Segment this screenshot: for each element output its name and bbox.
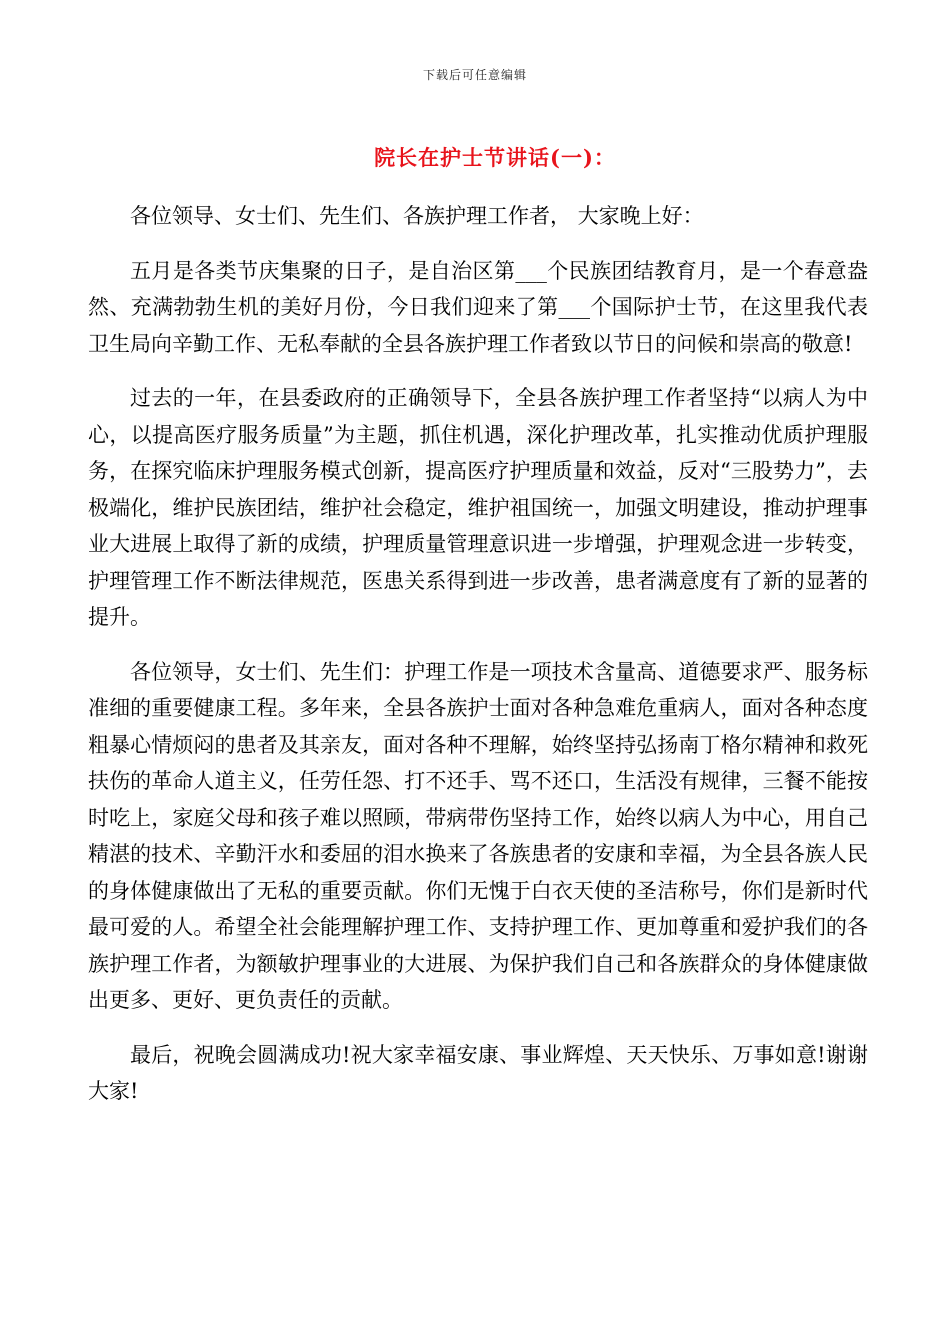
paragraph-closing: 最后，祝晚会圆满成功!祝大家幸福安康、事业辉煌、天天快乐、万事如意!谢谢大家! [88, 1042, 868, 1103]
paragraph-may-festival: 五月是各类节庆集聚的日子，是自治区第___个民族团结教育月，是一个春意盎然、充满勃勃生机的美好月份，今日我们迎来了第___个国际护士节，在这里我代表卫生局向辛勤工作、无私奉献的全县各族护理工作者致以节日的问候和崇高的敬意! [88, 258, 868, 356]
greeting-paragraph: 各位领导、女士们、先生们、各族护理工作者， 大家晚上好： [130, 204, 704, 228]
page-header-note: 下载后可任意编辑 [422, 68, 527, 82]
document-title: 院长在护士节讲话(一)： [374, 145, 616, 170]
paragraph-past-year: 过去的一年，在县委政府的正确领导下，全县各族护理工作者坚持“以病人为中心，以提高医疗服务质量”为主题，抓住机遇，深化护理改革，扎实推动优质护理服务，在探究临床护理服务模式创新，提高医疗护理质量和效益，反对“三股势力”，去极端化，维护民族团结，维护社会稳定，维护祖国统一，加强文明建设，推动护理事业大进展上取得了新的成绩，护理质量管理意识进一步增强，护理观念进一步转变，护理管理工作不断法律规范，医患关系得到进一步改善，患者满意度有了新的显著的提升。 [88, 386, 868, 629]
paragraph-nursing-work: 各位领导，女士们、先生们：护理工作是一项技术含量高、道德要求严、服务标准细的重要健康工程。多年来，全县各族护士面对各种急难危重病人，面对各种态度粗暴心情烦闷的患者及其亲友，面对各种不理解，始终坚持弘扬南丁格尔精神和救死扶伤的革命人道主义，任劳任怨、打不还手、骂不还口，生活没有规律，三餐不能按时吃上，家庭父母和孩子难以照顾，带病带伤坚持工作，始终以病人为中心，用自己精湛的技术、辛勤汗水和委屈的泪水换来了各族患者的安康和幸福，为全县各族人民的身体健康做出了无私的重要贡献。你们无愧于白衣天使的圣洁称号，你们是新时代最可爱的人。希望全社会能理解护理工作、支持护理工作、更加尊重和爱护我们的各族护理工作者，为额敏护理事业的大进展、为保护我们自己和各族群众的身体健康做出更多、更好、更负责任的贡献。 [88, 659, 868, 1012]
document-body [88, 198, 868, 1128]
